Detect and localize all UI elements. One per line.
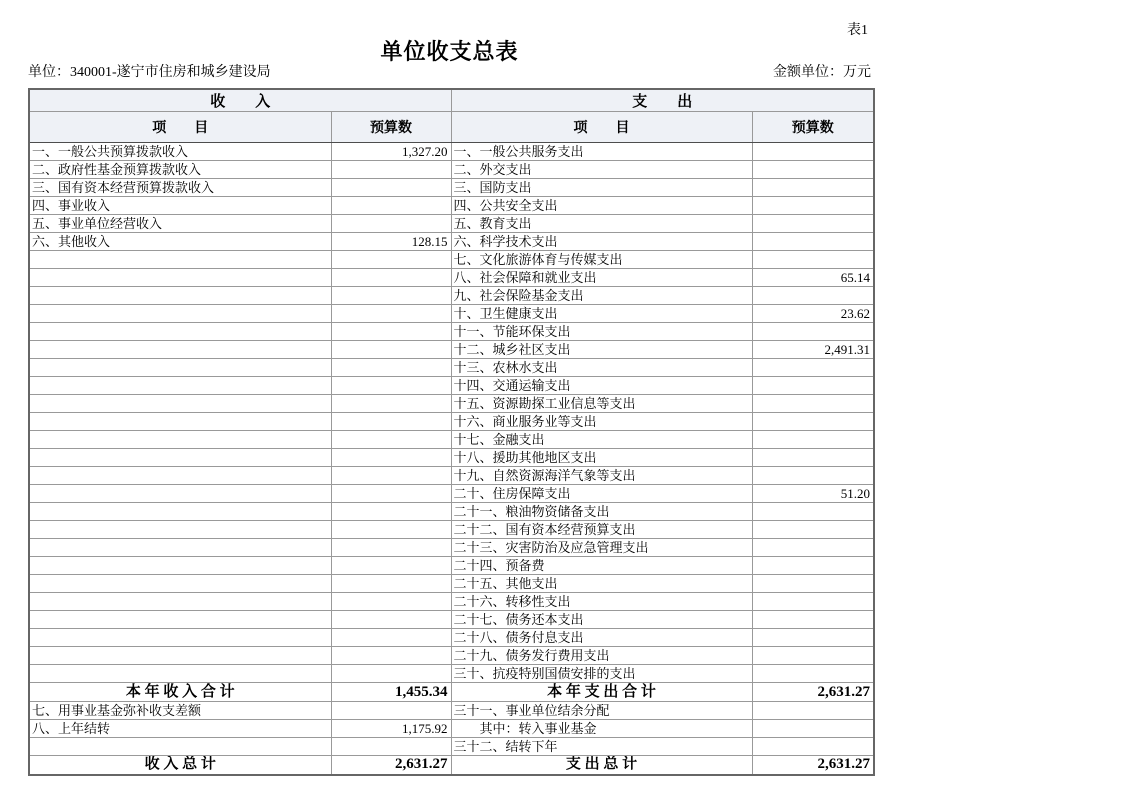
- income-item-cell: [29, 611, 331, 629]
- expense-value-cell: [752, 161, 874, 179]
- expense-group-header: 支 出: [451, 89, 874, 112]
- income-value-cell: [331, 611, 451, 629]
- income-item-cell: [29, 305, 331, 323]
- table-row: [29, 161, 874, 179]
- expense-item-cell: 十八、援助其他地区支出: [451, 449, 752, 467]
- table-row: [29, 233, 874, 251]
- table-row: [29, 647, 874, 665]
- expense-item-cell: 十二、城乡社区支出: [451, 341, 752, 359]
- income-value-cell: 1,175.92: [331, 720, 451, 738]
- expense-value-cell: [752, 413, 874, 431]
- income-item-cell: 八、上年结转: [29, 720, 331, 738]
- expense-value-cell: [752, 431, 874, 449]
- table-row: [29, 413, 874, 431]
- income-item-cell: 本 年 收 入 合 计: [29, 683, 331, 702]
- expense-item-cell: 二十、住房保障支出: [451, 485, 752, 503]
- table-row: [29, 395, 874, 413]
- income-item-cell: [29, 395, 331, 413]
- income-item-cell: 五、事业单位经营收入: [29, 215, 331, 233]
- expense-value-cell: [752, 179, 874, 197]
- income-item-cell: [29, 575, 331, 593]
- expense-item-cell: 二十五、其他支出: [451, 575, 752, 593]
- income-value-cell: [331, 593, 451, 611]
- expense-item-cell: 十五、资源勘探工业信息等支出: [451, 395, 752, 413]
- expense-value-cell: [752, 503, 874, 521]
- income-item-cell: [29, 251, 331, 269]
- expense-value-cell: [752, 143, 874, 161]
- expense-value-cell: 2,631.27: [752, 683, 874, 702]
- table-row: [29, 665, 874, 683]
- meta-row: [28, 63, 871, 83]
- income-value-cell: [331, 647, 451, 665]
- expense-item-cell: 十三、农林水支出: [451, 359, 752, 377]
- expense-value-cell: [752, 323, 874, 341]
- income-item-cell: [29, 593, 331, 611]
- expense-value-cell: 2,631.27: [752, 756, 874, 775]
- expense-value-cell: [752, 395, 874, 413]
- income-item-column-header: 项 目: [29, 112, 331, 143]
- income-value-cell: [331, 215, 451, 233]
- income-value-cell: [331, 413, 451, 431]
- expense-item-cell: 二十七、债务还本支出: [451, 611, 752, 629]
- expense-value-cell: [752, 215, 874, 233]
- income-item-cell: [29, 647, 331, 665]
- income-item-cell: 二、政府性基金预算拨款收入: [29, 161, 331, 179]
- table-row: [29, 575, 874, 593]
- expense-item-column-header: 项 目: [451, 112, 752, 143]
- expense-item-cell: 三十、抗疫特别国债安排的支出: [451, 665, 752, 683]
- income-value-cell: [331, 702, 451, 720]
- income-value-cell: [331, 575, 451, 593]
- expense-value-cell: [752, 665, 874, 683]
- expense-item-cell: 十一、节能环保支出: [451, 323, 752, 341]
- expense-value-cell: [752, 251, 874, 269]
- table-row: [29, 756, 874, 775]
- income-value-cell: 2,631.27: [331, 756, 451, 775]
- table-row: [29, 485, 874, 503]
- expense-value-cell: [752, 647, 874, 665]
- table-row: [29, 377, 874, 395]
- table-row: [29, 738, 874, 756]
- expense-item-cell: 其中：转入事业基金: [451, 720, 752, 738]
- expense-budget-column-header: 预算数: [752, 112, 874, 143]
- expense-item-cell: 二十六、转移性支出: [451, 593, 752, 611]
- income-value-cell: [331, 521, 451, 539]
- expense-item-cell: 二十八、债务付息支出: [451, 629, 752, 647]
- table-row: [29, 503, 874, 521]
- income-value-cell: [331, 161, 451, 179]
- page-title: 单位收支总表: [380, 40, 519, 65]
- group-header-row: [29, 89, 874, 112]
- expense-item-cell: 二十二、国有资本经营预算支出: [451, 521, 752, 539]
- income-item-cell: 收 入 总 计: [29, 756, 331, 775]
- expense-value-cell: [752, 702, 874, 720]
- income-item-cell: [29, 359, 331, 377]
- income-item-cell: 三、国有资本经营预算拨款收入: [29, 179, 331, 197]
- amount-unit-label: 金额单位：万元: [773, 65, 871, 80]
- expense-value-cell: [752, 359, 874, 377]
- expense-item-cell: 二十一、粮油物资储备支出: [451, 503, 752, 521]
- table-row: [29, 143, 874, 161]
- table-row: [29, 323, 874, 341]
- expense-value-cell: [752, 557, 874, 575]
- expense-item-cell: 八、社会保障和就业支出: [451, 269, 752, 287]
- expense-item-cell: 二、外交支出: [451, 161, 752, 179]
- expense-value-cell: [752, 629, 874, 647]
- expense-item-cell: 九、社会保险基金支出: [451, 287, 752, 305]
- table-row: [29, 521, 874, 539]
- income-item-cell: [29, 413, 331, 431]
- expense-value-cell: [752, 287, 874, 305]
- budget-summary-table: [28, 88, 875, 776]
- income-item-cell: [29, 341, 331, 359]
- expense-item-cell: 四、公共安全支出: [451, 197, 752, 215]
- expense-item-cell: 十四、交通运输支出: [451, 377, 752, 395]
- expense-value-cell: [752, 521, 874, 539]
- income-item-cell: [29, 539, 331, 557]
- income-item-cell: [29, 431, 331, 449]
- expense-value-cell: [752, 738, 874, 756]
- table-row: [29, 593, 874, 611]
- income-item-cell: [29, 521, 331, 539]
- income-value-cell: [331, 449, 451, 467]
- expense-item-cell: 一、一般公共服务支出: [451, 143, 752, 161]
- expense-value-cell: 65.14: [752, 269, 874, 287]
- table-row: [29, 539, 874, 557]
- table-row: [29, 720, 874, 738]
- income-item-cell: [29, 269, 331, 287]
- income-value-cell: [331, 323, 451, 341]
- income-value-cell: [331, 395, 451, 413]
- expense-value-cell: [752, 449, 874, 467]
- table-row: [29, 341, 874, 359]
- expense-item-cell: 十七、金融支出: [451, 431, 752, 449]
- income-item-cell: [29, 665, 331, 683]
- table-row: [29, 611, 874, 629]
- table-body: [29, 143, 874, 775]
- table-row: [29, 449, 874, 467]
- table-row: [29, 269, 874, 287]
- expense-value-cell: [752, 233, 874, 251]
- expense-item-cell: 六、科学技术支出: [451, 233, 752, 251]
- expense-item-cell: 二十三、灾害防治及应急管理支出: [451, 539, 752, 557]
- income-value-cell: [331, 359, 451, 377]
- income-value-cell: [331, 467, 451, 485]
- table-row: [29, 629, 874, 647]
- income-value-cell: [331, 305, 451, 323]
- income-value-cell: [331, 431, 451, 449]
- income-value-cell: [331, 269, 451, 287]
- income-item-cell: [29, 377, 331, 395]
- table-row: [29, 359, 874, 377]
- income-item-cell: [29, 629, 331, 647]
- table-number-tag: 表1: [847, 23, 868, 38]
- table-row: [29, 305, 874, 323]
- income-item-cell: [29, 557, 331, 575]
- table-row: [29, 683, 874, 702]
- income-value-cell: [331, 341, 451, 359]
- expense-item-cell: 三、国防支出: [451, 179, 752, 197]
- income-budget-column-header: 预算数: [331, 112, 451, 143]
- table-row: [29, 251, 874, 269]
- income-value-cell: 1,455.34: [331, 683, 451, 702]
- income-value-cell: [331, 665, 451, 683]
- income-value-cell: [331, 503, 451, 521]
- table-row: [29, 179, 874, 197]
- expense-item-cell: 支 出 总 计: [451, 756, 752, 775]
- income-item-cell: 四、事业收入: [29, 197, 331, 215]
- expense-item-cell: 二十四、预备费: [451, 557, 752, 575]
- expense-value-cell: [752, 720, 874, 738]
- expense-item-cell: 三十二、结转下年: [451, 738, 752, 756]
- income-value-cell: [331, 287, 451, 305]
- income-value-cell: [331, 738, 451, 756]
- table-row: [29, 431, 874, 449]
- income-item-cell: [29, 287, 331, 305]
- expense-value-cell: 2,491.31: [752, 341, 874, 359]
- expense-item-cell: 本 年 支 出 合 计: [451, 683, 752, 702]
- income-value-cell: [331, 197, 451, 215]
- income-item-cell: [29, 485, 331, 503]
- income-value-cell: [331, 485, 451, 503]
- expense-value-cell: [752, 539, 874, 557]
- table-row: [29, 557, 874, 575]
- expense-item-cell: 十九、自然资源海洋气象等支出: [451, 467, 752, 485]
- income-value-cell: [331, 557, 451, 575]
- income-item-cell: [29, 503, 331, 521]
- income-value-cell: 1,327.20: [331, 143, 451, 161]
- table-row: [29, 215, 874, 233]
- expense-value-cell: 23.62: [752, 305, 874, 323]
- income-item-cell: 六、其他收入: [29, 233, 331, 251]
- expense-value-cell: [752, 593, 874, 611]
- income-item-cell: [29, 738, 331, 756]
- income-item-cell: [29, 323, 331, 341]
- expense-item-cell: 二十九、债务发行费用支出: [451, 647, 752, 665]
- income-item-cell: [29, 467, 331, 485]
- income-item-cell: 七、用事业基金弥补收支差额: [29, 702, 331, 720]
- table-row: [29, 702, 874, 720]
- expense-item-cell: 十六、商业服务业等支出: [451, 413, 752, 431]
- expense-value-cell: [752, 611, 874, 629]
- expense-value-cell: [752, 575, 874, 593]
- column-header-row: [29, 112, 874, 143]
- income-value-cell: [331, 629, 451, 647]
- unit-label: 单位：340001-遂宁市住房和城乡建设局: [28, 65, 271, 80]
- table-row: [29, 287, 874, 305]
- income-item-cell: 一、一般公共预算拨款收入: [29, 143, 331, 161]
- table-row: [29, 467, 874, 485]
- income-group-header: 收 入: [29, 89, 451, 112]
- table-row: [29, 197, 874, 215]
- income-item-cell: [29, 449, 331, 467]
- income-value-cell: [331, 377, 451, 395]
- income-value-cell: 128.15: [331, 233, 451, 251]
- expense-item-cell: 十、卫生健康支出: [451, 305, 752, 323]
- expense-value-cell: [752, 197, 874, 215]
- income-value-cell: [331, 251, 451, 269]
- expense-item-cell: 三十一、事业单位结余分配: [451, 702, 752, 720]
- income-value-cell: [331, 539, 451, 557]
- income-value-cell: [331, 179, 451, 197]
- expense-value-cell: [752, 377, 874, 395]
- expense-item-cell: 七、文化旅游体育与传媒支出: [451, 251, 752, 269]
- expense-item-cell: 五、教育支出: [451, 215, 752, 233]
- expense-value-cell: [752, 467, 874, 485]
- expense-value-cell: 51.20: [752, 485, 874, 503]
